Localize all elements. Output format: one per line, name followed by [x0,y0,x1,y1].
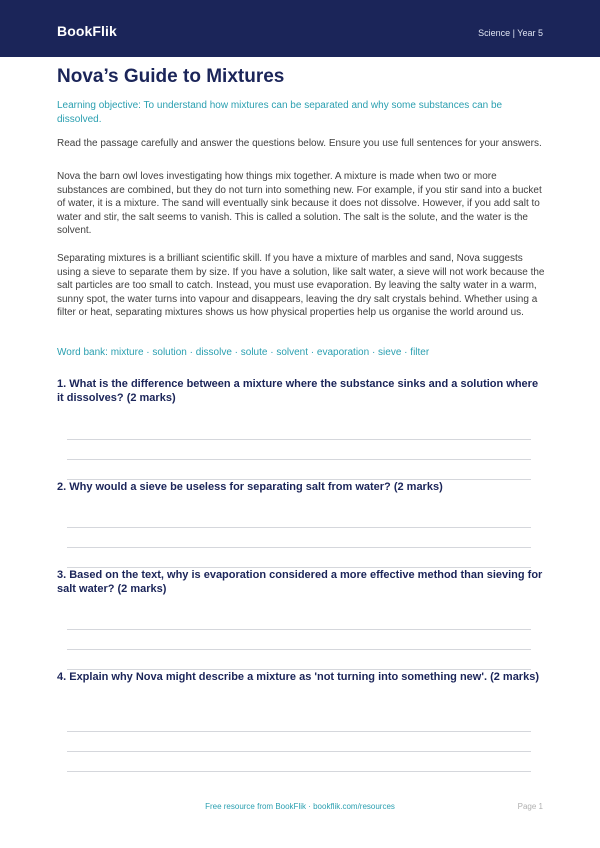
answer-line[interactable] [67,547,531,548]
answer-line[interactable] [67,649,531,650]
question-1: 1. What is the difference between a mixture where the substance sinks and a solution where it dissolves? (2 marks) [57,378,539,404]
instructions: Read the passage carefully and answer the questions below. Ensure you use full sentences for your answers. [57,138,542,149]
passage-paragraph-2: Separating mixtures is a brilliant scientific skill. If you have a mixture of marbles and sand, Nova suggests using a sieve to separate them by size. If you have a solution, like salt water, a sieve will not work because the salt particles are too small to catch. Instead, you must use evaporation. By leaving the salty water in a warm, sunny spot, the water turns into vapour and disappears, leaving the dry salt crystals behind. Whether using a filter or heat, separating mixtures shows us how physical properties help us organise the world around us. [57,253,545,319]
subject-year-label: Science | Year 5 [478,28,543,38]
question-4: 4. Explain why Nova might describe a mixture as 'not turning into something new'. (2 marks) [57,671,539,683]
answer-line[interactable] [67,629,531,630]
answer-line[interactable] [67,527,531,528]
question-2: 2. Why would a sieve be useless for separating salt from water? (2 marks) [57,481,443,493]
passage-paragraph-1: Nova the barn owl loves investigating how things mix together. A mixture is made when two or more substances are combined, but they do not turn into something new. For example, if you stir sand into a bucket of water, it is a mixture. The sand will eventually sink because it does not dissolve. However, if you add salt to water and stir, the salt seems to vanish. This is called a solution. The salt is the solute, and the water is the solvent. [57,171,542,237]
answer-line[interactable] [67,731,531,732]
learning-objective: Learning objective: To understand how mixtures can be separated and why some substances can be dissolved. [57,100,503,125]
answer-line[interactable] [67,459,531,460]
footer-credit[interactable]: Free resource from BookFlik · bookflik.com/resources [205,802,395,811]
answer-line[interactable] [67,439,531,440]
question-3: 3. Based on the text, why is evaporation considered a more effective method than sieving for salt water? (2 marks) [57,569,543,595]
answer-line[interactable] [67,771,531,772]
page-header [0,0,600,57]
page-number: Page 1 [517,802,543,811]
word-bank: Word bank: mixture · solution · dissolve · solute · solvent · evaporation · sieve · filter [57,347,430,358]
brand-logo-text: BookFlik [57,23,117,39]
page-title: Nova’s Guide to Mixtures [57,66,285,87]
answer-line[interactable] [67,751,531,752]
